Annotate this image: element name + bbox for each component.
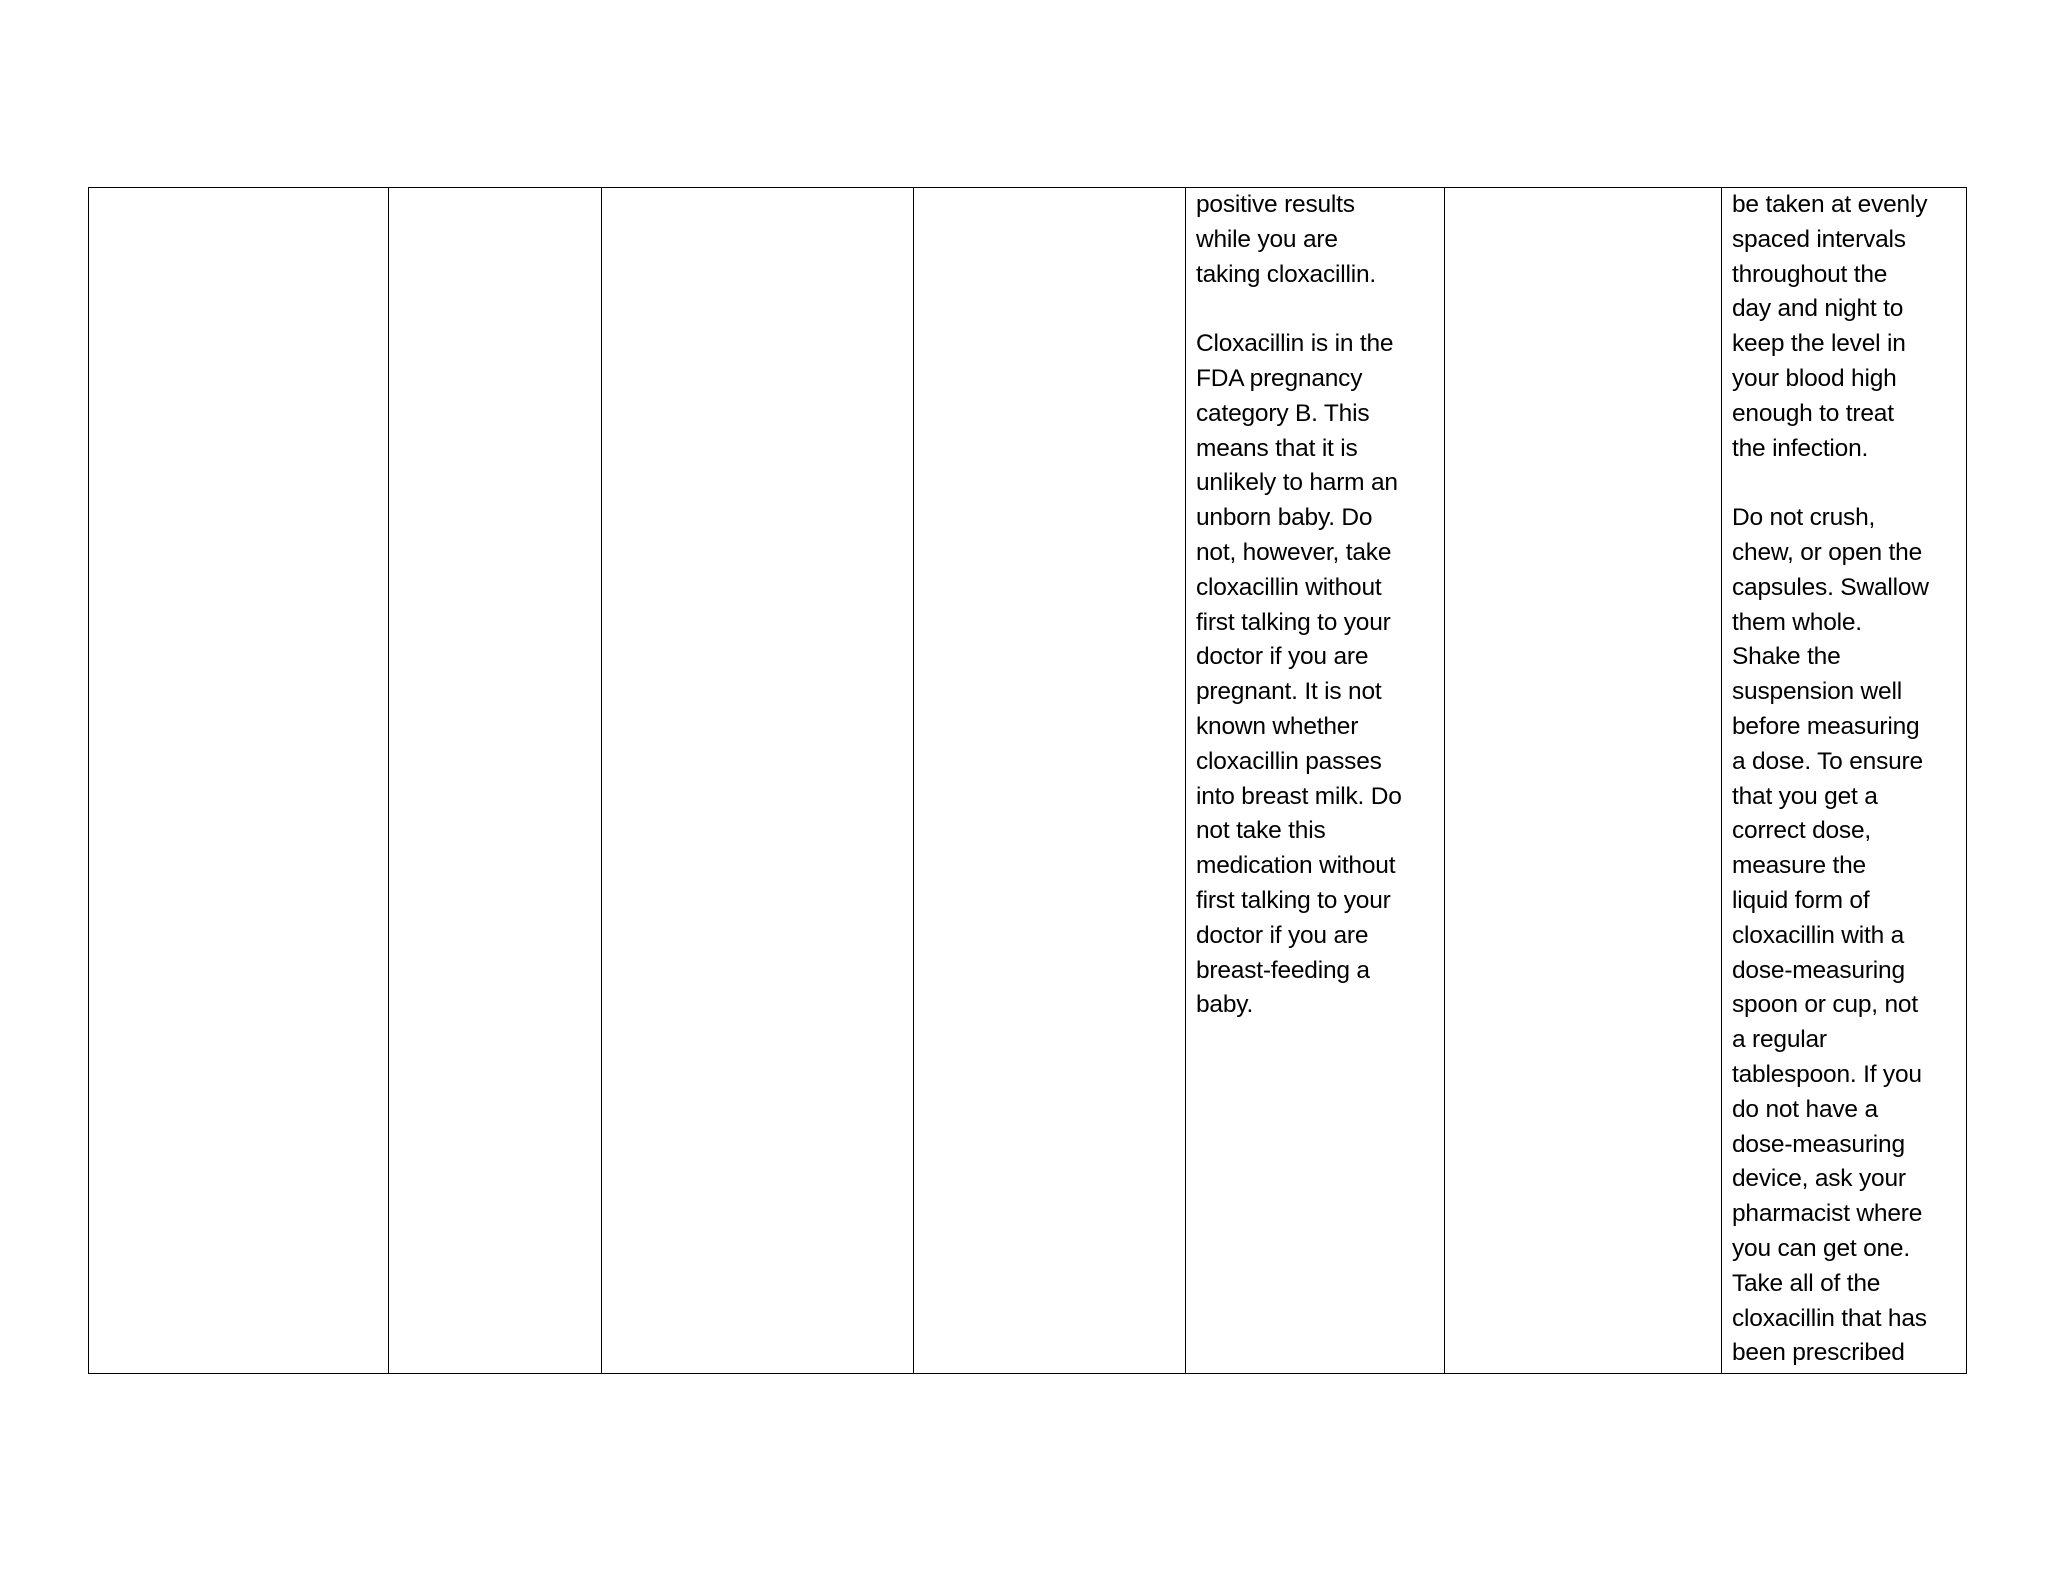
table-cell-col-2 bbox=[602, 188, 914, 1374]
paragraph-spacer bbox=[1196, 292, 1434, 327]
table-cell-col-3 bbox=[914, 188, 1186, 1374]
table-cell-col-4 bbox=[1186, 188, 1445, 1374]
cell-paragraph: positive results while you are taking cloxacillin. bbox=[1196, 191, 1377, 288]
table-cell-col-0 bbox=[89, 188, 389, 1374]
table-cell-col-6 bbox=[1722, 188, 1967, 1374]
table-cell-col-1 bbox=[389, 188, 602, 1374]
cell-paragraph: Cloxacillin is in the FDA pregnancy category B. This means that it is unlikely to harm an unborn baby. Do not, however, take cloxacillin without first talking to your doctor if you are pregnant. It is not known whether cloxacillin passes into breast milk. Do not take this medication without first talking to your doctor if you are breast-feeding a baby. bbox=[1196, 330, 1402, 1019]
paragraph-spacer bbox=[1732, 466, 1956, 501]
cell-paragraph: Do not crush, chew, or open the capsules. Swallow them whole. Shake the suspension well before measuring a dose. To ensure that you get a correct dose, measure the liquid form of cloxacillin with a dose-measuring spoon or cup, not a regular tablespoon. If you do not have a dose-measuring device, ask your pharmacist where you can get one. Take all of the cloxacillin that has been prescribed bbox=[1732, 504, 1929, 1367]
cell-paragraph: be taken at evenly spaced intervals throughout the day and night to keep the level in your blood high enough to treat the infection. bbox=[1732, 191, 1928, 462]
table-cell-col-5 bbox=[1445, 188, 1722, 1374]
drug-info-table bbox=[88, 187, 1967, 1374]
table-row bbox=[89, 188, 1967, 1374]
